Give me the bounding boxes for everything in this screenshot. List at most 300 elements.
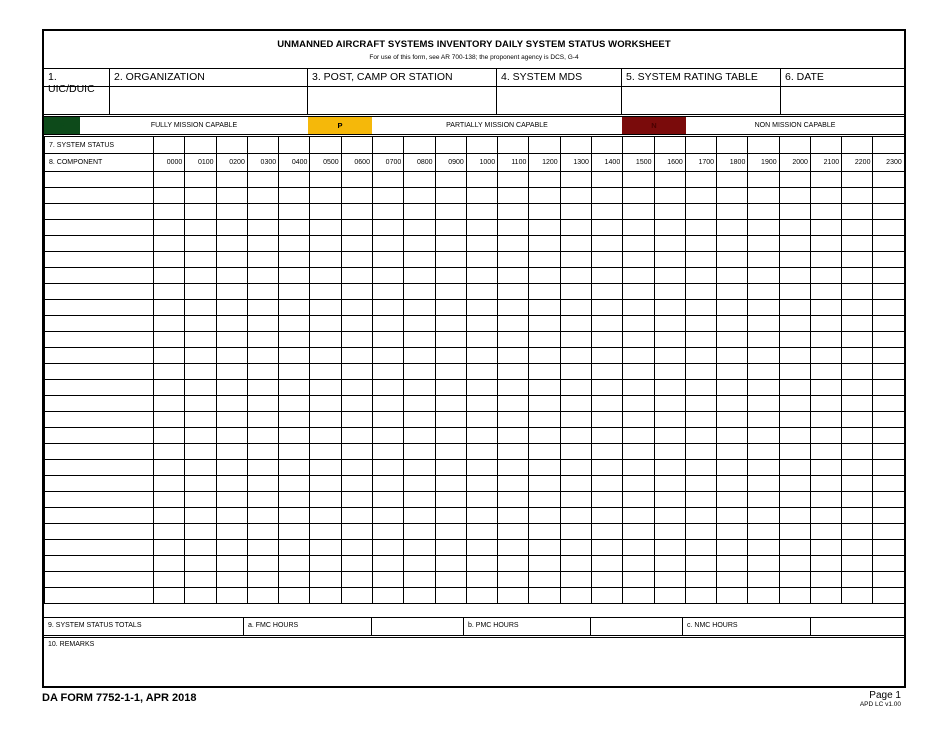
hour-status-cell[interactable] bbox=[810, 412, 841, 428]
hour-status-cell[interactable] bbox=[216, 364, 247, 380]
hour-status-cell[interactable] bbox=[435, 476, 466, 492]
hour-status-cell[interactable] bbox=[310, 268, 341, 284]
hour-status-cell[interactable] bbox=[279, 380, 310, 396]
hour-status-cell[interactable] bbox=[279, 556, 310, 572]
hour-status-cell[interactable] bbox=[435, 460, 466, 476]
hour-status-cell[interactable] bbox=[717, 348, 748, 364]
hour-status-cell[interactable] bbox=[873, 588, 904, 604]
status-cell[interactable] bbox=[435, 137, 466, 154]
hour-status-cell[interactable] bbox=[279, 396, 310, 412]
hour-status-cell[interactable] bbox=[404, 492, 435, 508]
hour-status-cell[interactable] bbox=[529, 508, 560, 524]
component-name-cell[interactable] bbox=[45, 300, 154, 316]
hour-status-cell[interactable] bbox=[247, 284, 278, 300]
hour-status-cell[interactable] bbox=[216, 396, 247, 412]
status-cell[interactable] bbox=[623, 137, 654, 154]
hour-status-cell[interactable] bbox=[779, 460, 810, 476]
hour-status-cell[interactable] bbox=[279, 508, 310, 524]
hour-status-cell[interactable] bbox=[154, 428, 185, 444]
hour-status-cell[interactable] bbox=[560, 540, 591, 556]
hour-status-cell[interactable] bbox=[623, 252, 654, 268]
hour-status-cell[interactable] bbox=[529, 300, 560, 316]
hour-status-cell[interactable] bbox=[498, 588, 529, 604]
hour-status-cell[interactable] bbox=[372, 492, 403, 508]
hour-status-cell[interactable] bbox=[404, 316, 435, 332]
hour-status-cell[interactable] bbox=[247, 396, 278, 412]
hour-status-cell[interactable] bbox=[717, 524, 748, 540]
hour-status-cell[interactable] bbox=[842, 220, 873, 236]
hour-status-cell[interactable] bbox=[247, 220, 278, 236]
hour-status-cell[interactable] bbox=[279, 236, 310, 252]
hour-status-cell[interactable] bbox=[341, 172, 372, 188]
status-cell[interactable] bbox=[842, 137, 873, 154]
hour-status-cell[interactable] bbox=[435, 492, 466, 508]
hour-status-cell[interactable] bbox=[154, 524, 185, 540]
hour-status-cell[interactable] bbox=[310, 540, 341, 556]
hour-status-cell[interactable] bbox=[560, 444, 591, 460]
hour-status-cell[interactable] bbox=[748, 444, 779, 460]
status-cell[interactable] bbox=[779, 137, 810, 154]
hour-status-cell[interactable] bbox=[873, 556, 904, 572]
hour-status-cell[interactable] bbox=[372, 188, 403, 204]
hour-status-cell[interactable] bbox=[685, 380, 716, 396]
status-cell[interactable] bbox=[560, 137, 591, 154]
hour-status-cell[interactable] bbox=[685, 364, 716, 380]
hour-status-cell[interactable] bbox=[310, 220, 341, 236]
hour-status-cell[interactable] bbox=[216, 284, 247, 300]
hour-status-cell[interactable] bbox=[310, 572, 341, 588]
hour-status-cell[interactable] bbox=[247, 476, 278, 492]
hour-status-cell[interactable] bbox=[685, 252, 716, 268]
hour-status-cell[interactable] bbox=[873, 172, 904, 188]
hour-status-cell[interactable] bbox=[685, 556, 716, 572]
hour-status-cell[interactable] bbox=[279, 300, 310, 316]
hour-status-cell[interactable] bbox=[310, 556, 341, 572]
hour-status-cell[interactable] bbox=[247, 380, 278, 396]
component-name-cell[interactable] bbox=[45, 316, 154, 332]
hour-status-cell[interactable] bbox=[247, 316, 278, 332]
hour-status-cell[interactable] bbox=[717, 364, 748, 380]
hour-status-cell[interactable] bbox=[404, 204, 435, 220]
status-cell[interactable] bbox=[529, 137, 560, 154]
hour-status-cell[interactable] bbox=[185, 204, 216, 220]
component-name-cell[interactable] bbox=[45, 412, 154, 428]
hour-status-cell[interactable] bbox=[466, 508, 497, 524]
hour-status-cell[interactable] bbox=[154, 316, 185, 332]
hour-status-cell[interactable] bbox=[560, 572, 591, 588]
hour-status-cell[interactable] bbox=[810, 300, 841, 316]
hour-status-cell[interactable] bbox=[279, 460, 310, 476]
hour-status-cell[interactable] bbox=[717, 444, 748, 460]
hour-status-cell[interactable] bbox=[873, 316, 904, 332]
hour-status-cell[interactable] bbox=[498, 284, 529, 300]
hour-status-cell[interactable] bbox=[435, 444, 466, 460]
hour-status-cell[interactable] bbox=[435, 556, 466, 572]
hour-status-cell[interactable] bbox=[404, 588, 435, 604]
hour-status-cell[interactable] bbox=[873, 540, 904, 556]
hour-status-cell[interactable] bbox=[372, 236, 403, 252]
hour-status-cell[interactable] bbox=[623, 172, 654, 188]
hour-status-cell[interactable] bbox=[216, 348, 247, 364]
hour-status-cell[interactable] bbox=[623, 316, 654, 332]
hour-status-cell[interactable] bbox=[685, 428, 716, 444]
hour-status-cell[interactable] bbox=[685, 444, 716, 460]
post-camp-station-field[interactable] bbox=[308, 87, 500, 116]
hour-status-cell[interactable] bbox=[404, 284, 435, 300]
hour-status-cell[interactable] bbox=[873, 348, 904, 364]
hour-status-cell[interactable] bbox=[372, 316, 403, 332]
hour-status-cell[interactable] bbox=[341, 380, 372, 396]
hour-status-cell[interactable] bbox=[623, 508, 654, 524]
hour-status-cell[interactable] bbox=[498, 236, 529, 252]
hour-status-cell[interactable] bbox=[779, 220, 810, 236]
hour-status-cell[interactable] bbox=[779, 284, 810, 300]
hour-status-cell[interactable] bbox=[591, 252, 622, 268]
hour-status-cell[interactable] bbox=[654, 460, 685, 476]
hour-status-cell[interactable] bbox=[654, 284, 685, 300]
hour-status-cell[interactable] bbox=[435, 316, 466, 332]
status-cell[interactable] bbox=[654, 137, 685, 154]
hour-status-cell[interactable] bbox=[748, 300, 779, 316]
hour-status-cell[interactable] bbox=[279, 220, 310, 236]
hour-status-cell[interactable] bbox=[591, 556, 622, 572]
hour-status-cell[interactable] bbox=[717, 252, 748, 268]
hour-status-cell[interactable] bbox=[529, 364, 560, 380]
hour-status-cell[interactable] bbox=[185, 588, 216, 604]
status-cell[interactable] bbox=[810, 137, 841, 154]
hour-status-cell[interactable] bbox=[654, 204, 685, 220]
hour-status-cell[interactable] bbox=[185, 380, 216, 396]
hour-status-cell[interactable] bbox=[873, 380, 904, 396]
hour-status-cell[interactable] bbox=[466, 476, 497, 492]
hour-status-cell[interactable] bbox=[810, 316, 841, 332]
hour-status-cell[interactable] bbox=[591, 492, 622, 508]
hour-status-cell[interactable] bbox=[466, 364, 497, 380]
hour-status-cell[interactable] bbox=[216, 252, 247, 268]
hour-status-cell[interactable] bbox=[779, 556, 810, 572]
hour-status-cell[interactable] bbox=[654, 332, 685, 348]
hour-status-cell[interactable] bbox=[279, 524, 310, 540]
hour-status-cell[interactable] bbox=[310, 348, 341, 364]
hour-status-cell[interactable] bbox=[247, 348, 278, 364]
hour-status-cell[interactable] bbox=[717, 188, 748, 204]
hour-status-cell[interactable] bbox=[279, 444, 310, 460]
hour-status-cell[interactable] bbox=[591, 332, 622, 348]
hour-status-cell[interactable] bbox=[529, 572, 560, 588]
hour-status-cell[interactable] bbox=[842, 300, 873, 316]
hour-status-cell[interactable] bbox=[216, 540, 247, 556]
hour-status-cell[interactable] bbox=[404, 556, 435, 572]
hour-status-cell[interactable] bbox=[560, 492, 591, 508]
hour-status-cell[interactable] bbox=[435, 204, 466, 220]
component-name-cell[interactable] bbox=[45, 588, 154, 604]
status-cell[interactable] bbox=[279, 137, 310, 154]
hour-status-cell[interactable] bbox=[623, 300, 654, 316]
hour-status-cell[interactable] bbox=[748, 508, 779, 524]
hour-status-cell[interactable] bbox=[185, 332, 216, 348]
hour-status-cell[interactable] bbox=[591, 508, 622, 524]
hour-status-cell[interactable] bbox=[216, 476, 247, 492]
component-name-cell[interactable] bbox=[45, 284, 154, 300]
hour-status-cell[interactable] bbox=[810, 540, 841, 556]
hour-status-cell[interactable] bbox=[685, 588, 716, 604]
hour-status-cell[interactable] bbox=[623, 396, 654, 412]
hour-status-cell[interactable] bbox=[247, 332, 278, 348]
hour-status-cell[interactable] bbox=[247, 524, 278, 540]
hour-status-cell[interactable] bbox=[466, 268, 497, 284]
hour-status-cell[interactable] bbox=[591, 316, 622, 332]
hour-status-cell[interactable] bbox=[404, 508, 435, 524]
status-cell[interactable] bbox=[154, 137, 185, 154]
hour-status-cell[interactable] bbox=[435, 300, 466, 316]
hour-status-cell[interactable] bbox=[623, 444, 654, 460]
hour-status-cell[interactable] bbox=[842, 428, 873, 444]
hour-status-cell[interactable] bbox=[154, 300, 185, 316]
hour-status-cell[interactable] bbox=[498, 380, 529, 396]
hour-status-cell[interactable] bbox=[842, 172, 873, 188]
hour-status-cell[interactable] bbox=[310, 460, 341, 476]
hour-status-cell[interactable] bbox=[748, 428, 779, 444]
hour-status-cell[interactable] bbox=[310, 588, 341, 604]
hour-status-cell[interactable] bbox=[779, 396, 810, 412]
pmc-hours-value[interactable] bbox=[591, 618, 683, 635]
hour-status-cell[interactable] bbox=[466, 348, 497, 364]
hour-status-cell[interactable] bbox=[404, 268, 435, 284]
hour-status-cell[interactable] bbox=[623, 572, 654, 588]
hour-status-cell[interactable] bbox=[185, 492, 216, 508]
hour-status-cell[interactable] bbox=[779, 172, 810, 188]
hour-status-cell[interactable] bbox=[717, 492, 748, 508]
hour-status-cell[interactable] bbox=[685, 300, 716, 316]
hour-status-cell[interactable] bbox=[685, 284, 716, 300]
hour-status-cell[interactable] bbox=[842, 460, 873, 476]
hour-status-cell[interactable] bbox=[279, 348, 310, 364]
hour-status-cell[interactable] bbox=[279, 252, 310, 268]
hour-status-cell[interactable] bbox=[466, 252, 497, 268]
hour-status-cell[interactable] bbox=[654, 268, 685, 284]
hour-status-cell[interactable] bbox=[310, 412, 341, 428]
hour-status-cell[interactable] bbox=[810, 204, 841, 220]
hour-status-cell[interactable] bbox=[810, 460, 841, 476]
hour-status-cell[interactable] bbox=[279, 540, 310, 556]
hour-status-cell[interactable] bbox=[185, 172, 216, 188]
hour-status-cell[interactable] bbox=[529, 524, 560, 540]
hour-status-cell[interactable] bbox=[279, 588, 310, 604]
hour-status-cell[interactable] bbox=[842, 572, 873, 588]
hour-status-cell[interactable] bbox=[717, 508, 748, 524]
hour-status-cell[interactable] bbox=[779, 412, 810, 428]
component-name-cell[interactable] bbox=[45, 172, 154, 188]
hour-status-cell[interactable] bbox=[654, 444, 685, 460]
hour-status-cell[interactable] bbox=[748, 188, 779, 204]
hour-status-cell[interactable] bbox=[216, 380, 247, 396]
hour-status-cell[interactable] bbox=[372, 332, 403, 348]
hour-status-cell[interactable] bbox=[654, 572, 685, 588]
hour-status-cell[interactable] bbox=[154, 540, 185, 556]
hour-status-cell[interactable] bbox=[591, 396, 622, 412]
component-name-cell[interactable] bbox=[45, 476, 154, 492]
hour-status-cell[interactable] bbox=[310, 396, 341, 412]
hour-status-cell[interactable] bbox=[404, 428, 435, 444]
hour-status-cell[interactable] bbox=[654, 364, 685, 380]
hour-status-cell[interactable] bbox=[779, 364, 810, 380]
hour-status-cell[interactable] bbox=[654, 396, 685, 412]
hour-status-cell[interactable] bbox=[873, 284, 904, 300]
hour-status-cell[interactable] bbox=[310, 364, 341, 380]
hour-status-cell[interactable] bbox=[216, 172, 247, 188]
hour-status-cell[interactable] bbox=[216, 524, 247, 540]
hour-status-cell[interactable] bbox=[498, 476, 529, 492]
hour-status-cell[interactable] bbox=[591, 172, 622, 188]
hour-status-cell[interactable] bbox=[748, 332, 779, 348]
hour-status-cell[interactable] bbox=[466, 556, 497, 572]
hour-status-cell[interactable] bbox=[779, 380, 810, 396]
hour-status-cell[interactable] bbox=[372, 412, 403, 428]
hour-status-cell[interactable] bbox=[810, 572, 841, 588]
hour-status-cell[interactable] bbox=[435, 236, 466, 252]
hour-status-cell[interactable] bbox=[185, 476, 216, 492]
hour-status-cell[interactable] bbox=[341, 268, 372, 284]
hour-status-cell[interactable] bbox=[842, 268, 873, 284]
hour-status-cell[interactable] bbox=[435, 588, 466, 604]
hour-status-cell[interactable] bbox=[779, 188, 810, 204]
hour-status-cell[interactable] bbox=[247, 556, 278, 572]
hour-status-cell[interactable] bbox=[810, 172, 841, 188]
hour-status-cell[interactable] bbox=[779, 540, 810, 556]
hour-status-cell[interactable] bbox=[216, 508, 247, 524]
hour-status-cell[interactable] bbox=[341, 396, 372, 412]
hour-status-cell[interactable] bbox=[748, 316, 779, 332]
status-cell[interactable] bbox=[591, 137, 622, 154]
hour-status-cell[interactable] bbox=[279, 412, 310, 428]
hour-status-cell[interactable] bbox=[404, 412, 435, 428]
hour-status-cell[interactable] bbox=[154, 396, 185, 412]
hour-status-cell[interactable] bbox=[154, 332, 185, 348]
hour-status-cell[interactable] bbox=[372, 348, 403, 364]
hour-status-cell[interactable] bbox=[717, 204, 748, 220]
hour-status-cell[interactable] bbox=[623, 540, 654, 556]
hour-status-cell[interactable] bbox=[560, 380, 591, 396]
hour-status-cell[interactable] bbox=[873, 300, 904, 316]
hour-status-cell[interactable] bbox=[372, 252, 403, 268]
hour-status-cell[interactable] bbox=[717, 380, 748, 396]
hour-status-cell[interactable] bbox=[842, 588, 873, 604]
hour-status-cell[interactable] bbox=[341, 412, 372, 428]
nmc-hours-value[interactable] bbox=[811, 618, 904, 635]
hour-status-cell[interactable] bbox=[654, 348, 685, 364]
status-cell[interactable] bbox=[717, 137, 748, 154]
hour-status-cell[interactable] bbox=[310, 300, 341, 316]
component-name-cell[interactable] bbox=[45, 364, 154, 380]
hour-status-cell[interactable] bbox=[341, 364, 372, 380]
hour-status-cell[interactable] bbox=[842, 444, 873, 460]
hour-status-cell[interactable] bbox=[279, 572, 310, 588]
hour-status-cell[interactable] bbox=[372, 364, 403, 380]
hour-status-cell[interactable] bbox=[560, 172, 591, 188]
hour-status-cell[interactable] bbox=[623, 348, 654, 364]
hour-status-cell[interactable] bbox=[279, 188, 310, 204]
hour-status-cell[interactable] bbox=[466, 540, 497, 556]
hour-status-cell[interactable] bbox=[779, 268, 810, 284]
hour-status-cell[interactable] bbox=[498, 492, 529, 508]
hour-status-cell[interactable] bbox=[873, 204, 904, 220]
hour-status-cell[interactable] bbox=[247, 572, 278, 588]
fmc-hours-value[interactable] bbox=[372, 618, 464, 635]
hour-status-cell[interactable] bbox=[372, 444, 403, 460]
hour-status-cell[interactable] bbox=[154, 284, 185, 300]
hour-status-cell[interactable] bbox=[247, 540, 278, 556]
hour-status-cell[interactable] bbox=[154, 412, 185, 428]
hour-status-cell[interactable] bbox=[779, 492, 810, 508]
component-name-cell[interactable] bbox=[45, 332, 154, 348]
hour-status-cell[interactable] bbox=[185, 268, 216, 284]
hour-status-cell[interactable] bbox=[529, 444, 560, 460]
hour-status-cell[interactable] bbox=[685, 476, 716, 492]
component-name-cell[interactable] bbox=[45, 428, 154, 444]
hour-status-cell[interactable] bbox=[717, 284, 748, 300]
hour-status-cell[interactable] bbox=[842, 316, 873, 332]
hour-status-cell[interactable] bbox=[372, 204, 403, 220]
hour-status-cell[interactable] bbox=[591, 236, 622, 252]
hour-status-cell[interactable] bbox=[685, 460, 716, 476]
hour-status-cell[interactable] bbox=[685, 316, 716, 332]
hour-status-cell[interactable] bbox=[185, 412, 216, 428]
hour-status-cell[interactable] bbox=[654, 588, 685, 604]
hour-status-cell[interactable] bbox=[404, 380, 435, 396]
hour-status-cell[interactable] bbox=[873, 188, 904, 204]
hour-status-cell[interactable] bbox=[810, 284, 841, 300]
hour-status-cell[interactable] bbox=[748, 540, 779, 556]
hour-status-cell[interactable] bbox=[779, 588, 810, 604]
hour-status-cell[interactable] bbox=[247, 364, 278, 380]
hour-status-cell[interactable] bbox=[591, 460, 622, 476]
hour-status-cell[interactable] bbox=[341, 572, 372, 588]
hour-status-cell[interactable] bbox=[654, 428, 685, 444]
hour-status-cell[interactable] bbox=[810, 220, 841, 236]
hour-status-cell[interactable] bbox=[529, 348, 560, 364]
hour-status-cell[interactable] bbox=[372, 172, 403, 188]
hour-status-cell[interactable] bbox=[341, 428, 372, 444]
hour-status-cell[interactable] bbox=[873, 428, 904, 444]
hour-status-cell[interactable] bbox=[404, 444, 435, 460]
hour-status-cell[interactable] bbox=[654, 540, 685, 556]
hour-status-cell[interactable] bbox=[498, 556, 529, 572]
hour-status-cell[interactable] bbox=[341, 524, 372, 540]
hour-status-cell[interactable] bbox=[216, 492, 247, 508]
hour-status-cell[interactable] bbox=[810, 268, 841, 284]
hour-status-cell[interactable] bbox=[435, 428, 466, 444]
hour-status-cell[interactable] bbox=[466, 492, 497, 508]
hour-status-cell[interactable] bbox=[154, 220, 185, 236]
hour-status-cell[interactable] bbox=[341, 252, 372, 268]
component-name-cell[interactable] bbox=[45, 460, 154, 476]
hour-status-cell[interactable] bbox=[216, 236, 247, 252]
hour-status-cell[interactable] bbox=[498, 348, 529, 364]
hour-status-cell[interactable] bbox=[498, 508, 529, 524]
hour-status-cell[interactable] bbox=[154, 380, 185, 396]
hour-status-cell[interactable] bbox=[873, 220, 904, 236]
hour-status-cell[interactable] bbox=[341, 220, 372, 236]
hour-status-cell[interactable] bbox=[873, 508, 904, 524]
hour-status-cell[interactable] bbox=[372, 556, 403, 572]
hour-status-cell[interactable] bbox=[873, 252, 904, 268]
hour-status-cell[interactable] bbox=[560, 236, 591, 252]
hour-status-cell[interactable] bbox=[435, 380, 466, 396]
hour-status-cell[interactable] bbox=[341, 204, 372, 220]
hour-status-cell[interactable] bbox=[310, 508, 341, 524]
hour-status-cell[interactable] bbox=[842, 508, 873, 524]
hour-status-cell[interactable] bbox=[216, 460, 247, 476]
